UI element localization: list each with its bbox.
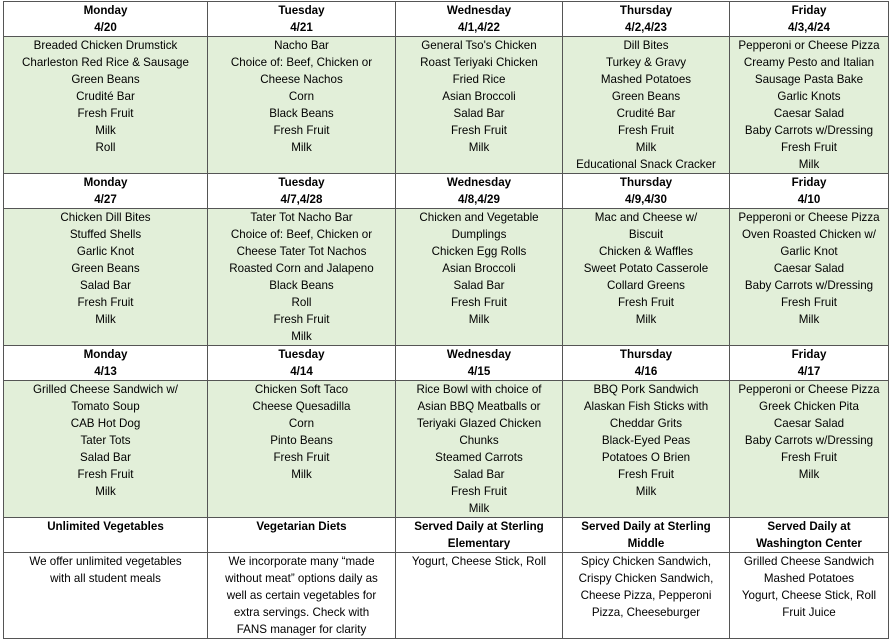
- menu-item: Mac and Cheese w/: [594, 211, 698, 224]
- menu-item: Milk: [468, 313, 490, 326]
- menu-item: Fresh Fruit: [780, 296, 838, 309]
- info-text: Pizza, Cheeseburger: [591, 606, 701, 619]
- week-1-items-row: [4, 37, 889, 174]
- info-title: Elementary: [447, 537, 511, 550]
- menu-item: Fresh Fruit: [617, 296, 675, 309]
- info-body-cell: [730, 553, 889, 639]
- info-text: Grilled Cheese Sandwich: [743, 555, 875, 568]
- menu-item: Tater Tots: [80, 434, 131, 447]
- menu-item: Fried Rice: [452, 73, 506, 86]
- menu-item: Milk: [95, 313, 116, 326]
- menu-item: Asian Broccoli: [442, 90, 516, 103]
- day-date: 4/7,4/28: [280, 193, 323, 206]
- menu-item: Roll: [291, 296, 312, 309]
- menu-item: Stuffed Shells: [69, 228, 142, 241]
- menu-item: Fresh Fruit: [780, 451, 838, 464]
- day-date: 4/10: [797, 193, 821, 206]
- day-header-wednesday: [396, 174, 563, 209]
- day-header-thursday: [563, 2, 730, 37]
- day-date: 4/27: [94, 193, 117, 206]
- menu-item: Pinto Beans: [270, 434, 333, 447]
- day-name: Tuesday: [278, 176, 325, 189]
- menu-item: Crudité Bar: [76, 90, 135, 103]
- menu-item: Milk: [798, 468, 820, 481]
- day-date: 4/2,4/23: [625, 21, 667, 34]
- info-text: extra servings. Check with: [233, 606, 370, 619]
- menu-cell-monday: [4, 209, 208, 346]
- day-header-friday: [730, 2, 889, 37]
- menu-item: Garlic Knot: [76, 245, 135, 258]
- info-text: We offer unlimited vegetables: [29, 555, 182, 568]
- menu-item: Breaded Chicken Drumstick: [33, 39, 178, 52]
- info-text: Mashed Potatoes: [763, 572, 855, 585]
- menu-item: Tater Tot Nacho Bar: [250, 211, 353, 224]
- menu-item: Milk: [95, 485, 116, 498]
- day-date: 4/8,4/29: [458, 193, 500, 206]
- week-1-header-row: [4, 2, 889, 37]
- menu-item: Green Beans: [71, 73, 140, 86]
- info-body-cell: [208, 553, 396, 639]
- menu-cell-monday: [4, 37, 208, 174]
- menu-item: Chunks: [459, 434, 499, 447]
- day-name: Wednesday: [446, 4, 512, 17]
- menu-item: Cheese Quesadilla: [252, 400, 351, 413]
- info-text: with all student meals: [50, 572, 161, 585]
- menu-item: BBQ Pork Sandwich: [593, 383, 699, 396]
- menu-item: Sausage Pasta Bake: [754, 73, 864, 86]
- day-name: Tuesday: [278, 348, 325, 361]
- week-2-items-row: [4, 209, 889, 346]
- menu-item: Roast Teriyaki Chicken: [420, 56, 538, 69]
- day-name: Thursday: [619, 4, 673, 17]
- menu-item: Teriyaki Glazed Chicken: [416, 417, 542, 430]
- info-text: Spicy Chicken Sandwich,: [580, 555, 712, 568]
- menu-item: Roll: [95, 141, 116, 154]
- menu-item: Turkey & Gravy: [605, 56, 687, 69]
- menu-item: Milk: [291, 468, 312, 481]
- menu-item: Salad Bar: [453, 107, 505, 120]
- menu-item: Biscuit: [628, 228, 664, 241]
- menu-item: Fresh Fruit: [77, 107, 134, 120]
- menu-item: Crudité Bar: [616, 107, 676, 120]
- info-title-cell: [4, 518, 208, 553]
- menu-item: Fresh Fruit: [780, 141, 838, 154]
- info-body-cell: [563, 553, 730, 639]
- menu-item: Choice of: Beef, Chicken or: [230, 228, 373, 241]
- day-header-monday: [4, 2, 208, 37]
- menu-cell-friday: [730, 209, 889, 346]
- info-title: Middle: [627, 537, 665, 550]
- day-header-tuesday: [208, 2, 396, 37]
- menu-item: Milk: [635, 485, 657, 498]
- menu-item: Fresh Fruit: [450, 296, 508, 309]
- menu-item: Chicken Dill Bites: [60, 211, 151, 224]
- menu-item: Charleston Red Rice & Sausage: [22, 56, 189, 69]
- menu-item: Salad Bar: [453, 279, 505, 292]
- menu-item: Garlic Knots: [777, 90, 841, 103]
- menu-item: Fresh Fruit: [77, 296, 134, 309]
- menu-item: Tomato Soup: [71, 400, 140, 413]
- day-header-friday: [730, 174, 889, 209]
- menu-item: Rice Bowl with choice of: [416, 383, 542, 396]
- menu-item: Caesar Salad: [773, 107, 845, 120]
- menu-item: Milk: [95, 124, 116, 137]
- week-2-header-row: [4, 174, 889, 209]
- day-name: Wednesday: [446, 348, 512, 361]
- menu-item: Asian Broccoli: [442, 262, 516, 275]
- menu-item: Mashed Potatoes: [600, 73, 692, 86]
- day-header-monday: [4, 346, 208, 381]
- day-date: 4/21: [290, 21, 313, 34]
- info-title: Served Daily at Sterling: [581, 520, 711, 533]
- menu-item: Fresh Fruit: [77, 468, 134, 481]
- menu-item: Salad Bar: [453, 468, 505, 481]
- info-body-cell: [4, 553, 208, 639]
- info-body-cell: [396, 553, 563, 639]
- info-text: without meat” options daily as: [225, 572, 378, 585]
- day-date: 4/20: [94, 21, 117, 34]
- info-title-cell: [208, 518, 396, 553]
- day-name: Friday: [791, 348, 827, 361]
- menu-item: Alaskan Fish Sticks with: [583, 400, 709, 413]
- menu-cell-thursday: [563, 381, 730, 518]
- menu-item: Milk: [635, 141, 657, 154]
- info-title: Served Daily at Sterling: [414, 520, 544, 533]
- day-date: 4/9,4/30: [625, 193, 667, 206]
- menu-item: Educational Snack Cracker: [576, 158, 716, 171]
- menu-item: Nacho Bar: [274, 39, 329, 52]
- menu-item: Salad Bar: [80, 451, 131, 464]
- menu-item: Steamed Carrots: [435, 451, 523, 464]
- day-header-monday: [4, 174, 208, 209]
- day-date: 4/15: [467, 365, 491, 378]
- menu-item: Milk: [635, 313, 657, 326]
- menu-item: Fresh Fruit: [450, 485, 508, 498]
- day-name: Monday: [83, 176, 128, 189]
- info-title: Served Daily at: [767, 520, 851, 533]
- menu-item: Asian BBQ Meatballs or: [417, 400, 541, 413]
- menu-cell-monday: [4, 381, 208, 518]
- menu-item: Pepperoni or Cheese Pizza: [738, 211, 880, 224]
- info-title: Washington Center: [756, 537, 862, 550]
- menu-item: Cheddar Grits: [609, 417, 683, 430]
- menu-item: Pepperoni or Cheese Pizza: [738, 383, 880, 396]
- menu-item: Fresh Fruit: [617, 124, 675, 137]
- menu-item: Corn: [288, 90, 315, 103]
- info-title: Vegetarian Diets: [256, 520, 347, 533]
- menu-body: [4, 2, 889, 639]
- day-header-friday: [730, 346, 889, 381]
- menu-item: Black Beans: [269, 279, 334, 292]
- info-body-row: [4, 553, 889, 639]
- info-title-cell: [396, 518, 563, 553]
- info-title: Unlimited Vegetables: [47, 520, 164, 533]
- menu-item: Milk: [291, 141, 312, 154]
- menu-item: Caesar Salad: [773, 417, 845, 430]
- menu-item: Choice of: Beef, Chicken or: [230, 56, 373, 69]
- info-text: Yogurt, Cheese Stick, Roll: [741, 589, 877, 602]
- day-name: Monday: [83, 348, 128, 361]
- menu-item: Salad Bar: [80, 279, 131, 292]
- day-name: Wednesday: [446, 176, 512, 189]
- day-date: 4/14: [290, 365, 313, 378]
- menu-item: Pepperoni or Cheese Pizza: [738, 39, 880, 52]
- menu-cell-thursday: [563, 37, 730, 174]
- info-title-cell: [730, 518, 889, 553]
- lunch-menu-table: [3, 1, 889, 639]
- day-name: Monday: [83, 4, 128, 17]
- info-text: well as certain vegetables for: [226, 589, 377, 602]
- menu-item: Chicken and Vegetable: [419, 211, 539, 224]
- info-text: Cheese Pizza, Pepperoni: [580, 589, 712, 602]
- menu-cell-friday: [730, 37, 889, 174]
- menu-item: Milk: [468, 141, 490, 154]
- day-date: 4/17: [797, 365, 821, 378]
- menu-item: Fresh Fruit: [273, 313, 330, 326]
- menu-cell-wednesday: [396, 209, 563, 346]
- day-name: Friday: [791, 4, 827, 17]
- menu-item: Fresh Fruit: [273, 451, 330, 464]
- menu-item: Black Beans: [269, 107, 334, 120]
- week-3-header-row: [4, 346, 889, 381]
- day-header-wednesday: [396, 2, 563, 37]
- day-header-thursday: [563, 174, 730, 209]
- info-text: We incorporate many “made: [228, 555, 375, 568]
- menu-item: Fresh Fruit: [273, 124, 330, 137]
- menu-item: Fresh Fruit: [617, 468, 675, 481]
- menu-item: Caesar Salad: [773, 262, 845, 275]
- info-text: Crispy Chicken Sandwich,: [578, 572, 714, 585]
- day-header-tuesday: [208, 346, 396, 381]
- day-name: Tuesday: [278, 4, 325, 17]
- menu-item: Milk: [291, 330, 312, 343]
- menu-cell-tuesday: [208, 37, 396, 174]
- day-name: Thursday: [619, 176, 673, 189]
- menu-cell-friday: [730, 381, 889, 518]
- day-name: Friday: [791, 176, 827, 189]
- menu-item: Roasted Corn and Jalapeno: [229, 262, 374, 275]
- day-header-tuesday: [208, 174, 396, 209]
- menu-item: Fresh Fruit: [450, 124, 508, 137]
- menu-item: Milk: [798, 313, 820, 326]
- menu-item: Oven Roasted Chicken w/: [741, 228, 877, 241]
- menu-item: Milk: [798, 158, 820, 171]
- menu-item: Chicken Soft Taco: [254, 383, 349, 396]
- menu-cell-tuesday: [208, 381, 396, 518]
- menu-item: Corn: [288, 417, 315, 430]
- menu-item: General Tso's Chicken: [421, 39, 537, 52]
- day-header-wednesday: [396, 346, 563, 381]
- info-header-row: [4, 518, 889, 553]
- menu-item: Cheese Nachos: [260, 73, 343, 86]
- menu-cell-tuesday: [208, 209, 396, 346]
- menu-item: Milk: [468, 502, 490, 515]
- day-date: 4/13: [94, 365, 117, 378]
- day-date: 4/16: [634, 365, 658, 378]
- menu-item: Grilled Cheese Sandwich w/: [33, 383, 178, 396]
- menu-item: Sweet Potato Casserole: [583, 262, 709, 275]
- day-name: Thursday: [619, 348, 673, 361]
- day-date: 4/3,4/24: [788, 21, 830, 34]
- week-3-items-row: [4, 381, 889, 518]
- menu-item: CAB Hot Dog: [70, 417, 141, 430]
- info-text: Yogurt, Cheese Stick, Roll: [411, 555, 547, 568]
- day-date: 4/1,4/22: [458, 21, 500, 34]
- menu-item: Chicken & Waffles: [598, 245, 694, 258]
- menu-item: Black-Eyed Peas: [601, 434, 691, 447]
- menu-item: Baby Carrots w/Dressing: [744, 124, 874, 137]
- info-title-cell: [563, 518, 730, 553]
- menu-item: Potatoes O Brien: [601, 451, 691, 464]
- info-text: FANS manager for clarity: [236, 623, 367, 636]
- menu-cell-wednesday: [396, 37, 563, 174]
- menu-cell-wednesday: [396, 381, 563, 518]
- menu-item: Green Beans: [611, 90, 681, 103]
- menu-item: Greek Chicken Pita: [759, 400, 859, 413]
- day-header-thursday: [563, 346, 730, 381]
- menu-item: Baby Carrots w/Dressing: [744, 279, 874, 292]
- menu-item: Creamy Pesto and Italian: [743, 56, 875, 69]
- menu-item: Green Beans: [71, 262, 140, 275]
- menu-item: Dumplings: [451, 228, 507, 241]
- menu-item: Collard Greens: [607, 279, 685, 292]
- menu-cell-thursday: [563, 209, 730, 346]
- menu-item: Dill Bites: [623, 39, 669, 52]
- menu-item: Cheese Tater Tot Nachos: [236, 245, 367, 258]
- info-text: Fruit Juice: [782, 606, 836, 619]
- menu-item: Baby Carrots w/Dressing: [744, 434, 874, 447]
- menu-item: Chicken Egg Rolls: [431, 245, 527, 258]
- menu-item: Garlic Knot: [780, 245, 838, 258]
